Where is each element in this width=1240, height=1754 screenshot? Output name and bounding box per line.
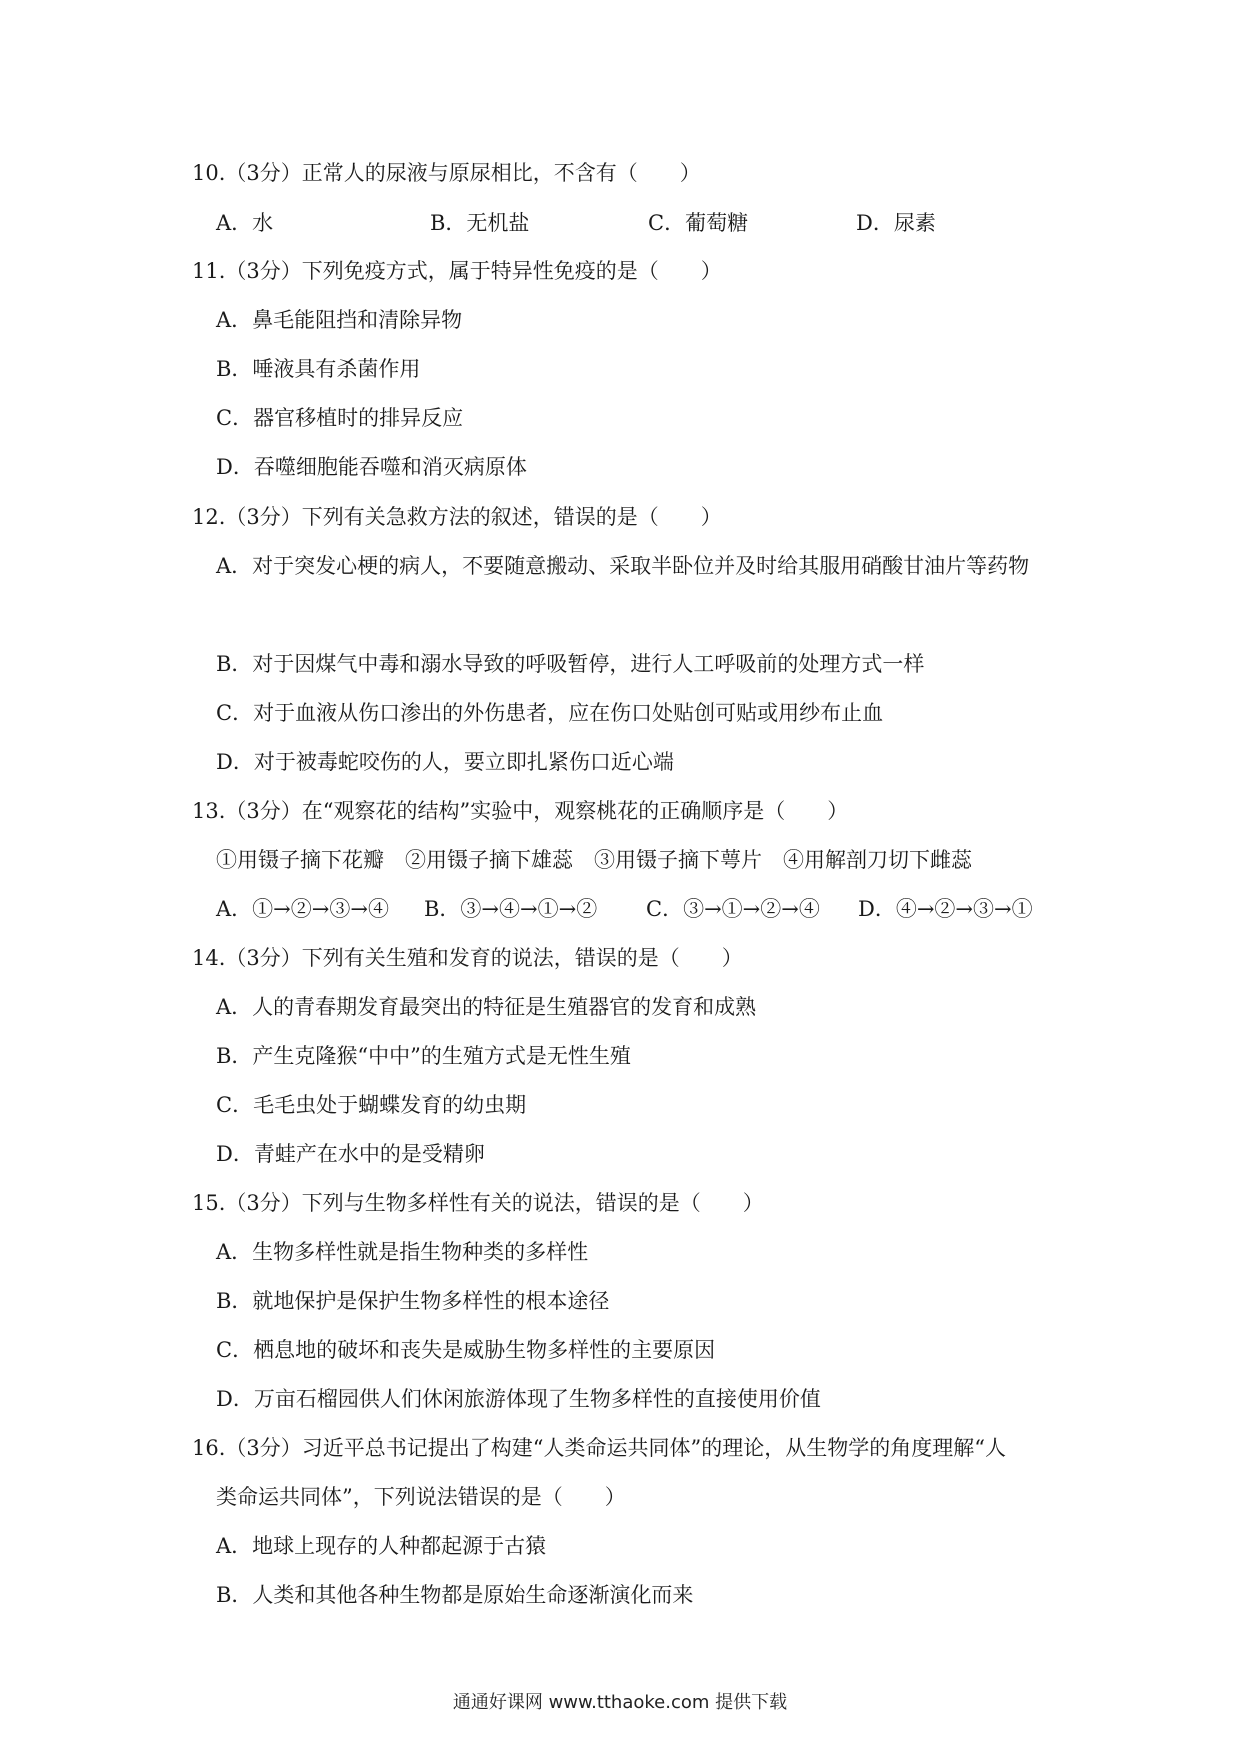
option-a: A．水 [216,211,274,235]
option-a: A．①→②→③→④ [216,897,389,921]
question-11-option-c: C．器官移植时的排异反应 [216,406,464,430]
question-11-option-a: A．鼻毛能阻挡和清除异物 [216,308,463,332]
question-11-stem: 11.（3分）下列免疫方式，属于特异性免疫的是（ ） [192,259,722,283]
page-footer: 通通好课网 www.tthaoke.com 提供下载 [452,1692,788,1713]
question-14-option-c: C．毛毛虫处于蝴蝶发育的幼虫期 [216,1093,527,1117]
option-b: B．③→④→①→② [424,897,598,921]
option-b: B．无机盐 [430,211,530,235]
question-16-option-a: A．地球上现存的人种都起源于古猿 [216,1534,547,1558]
question-12-option-a: A．对于突发心梗的病人，不要随意搬动、采取半卧位并及时给其服用硝酸甘油片等药物 [216,554,1030,578]
question-14-option-d: D．青蛙产在水中的是受精卵 [216,1142,485,1166]
question-14-stem: 14.（3分）下列有关生殖和发育的说法，错误的是（ ） [192,946,743,970]
question-15-option-c: C．栖息地的破坏和丧失是威胁生物多样性的主要原因 [216,1338,716,1362]
question-13-steps: ①用镊子摘下花瓣 ②用镊子摘下雄蕊 ③用镊子摘下萼片 ④用解剖刀切下雌蕊 [216,848,972,872]
option-d: D．尿素 [856,211,936,235]
question-14-option-b: B．产生克隆猴“中中”的生殖方式是无性生殖 [216,1044,631,1068]
question-13-stem: 13.（3分）在“观察花的结构”实验中，观察桃花的正确顺序是（ ） [192,799,849,823]
question-12-option-d: D．对于被毒蛇咬伤的人，要立即扎紧伤口近心端 [216,750,674,774]
question-11-option-b: B．唾液具有杀菌作用 [216,357,421,381]
question-16-option-b: B．人类和其他各种生物都是原始生命逐渐演化而来 [216,1583,694,1607]
option-d: D．④→②→③→① [858,897,1033,921]
option-c: C．③→①→②→④ [646,897,820,921]
question-15-option-a: A．生物多样性就是指生物种类的多样性 [216,1240,589,1264]
question-14-option-a: A．人的青春期发育最突出的特征是生殖器官的发育和成熟 [216,995,757,1019]
question-12-option-c: C．对于血液从伤口渗出的外伤患者，应在伤口处贴创可贴或用纱布止血 [216,701,884,725]
question-10-stem: 10.（3分）正常人的尿液与原尿相比，不含有（ ） [192,161,701,185]
option-c: C．葡萄糖 [648,211,749,235]
question-15-option-d: D．万亩石榴园供人们休闲旅游体现了生物多样性的直接使用价值 [216,1387,821,1411]
question-15-stem: 15.（3分）下列与生物多样性有关的说法，错误的是（ ） [192,1191,764,1215]
question-16-stem-line-2: 类命运共同体”，下列说法错误的是（ ） [216,1485,626,1509]
question-16-stem-line-1: 16.（3分）习近平总书记提出了构建“人类命运共同体”的理论，从生物学的角度理解“人 [192,1436,1006,1460]
question-11-option-d: D．吞噬细胞能吞噬和消灭病原体 [216,455,527,479]
question-15-option-b: B．就地保护是保护生物多样性的根本途径 [216,1289,610,1313]
question-12-option-b: B．对于因煤气中毒和溺水导致的呼吸暂停，进行人工呼吸前的处理方式一样 [216,652,925,676]
question-12-stem: 12.（3分）下列有关急救方法的叙述，错误的是（ ） [192,505,722,529]
